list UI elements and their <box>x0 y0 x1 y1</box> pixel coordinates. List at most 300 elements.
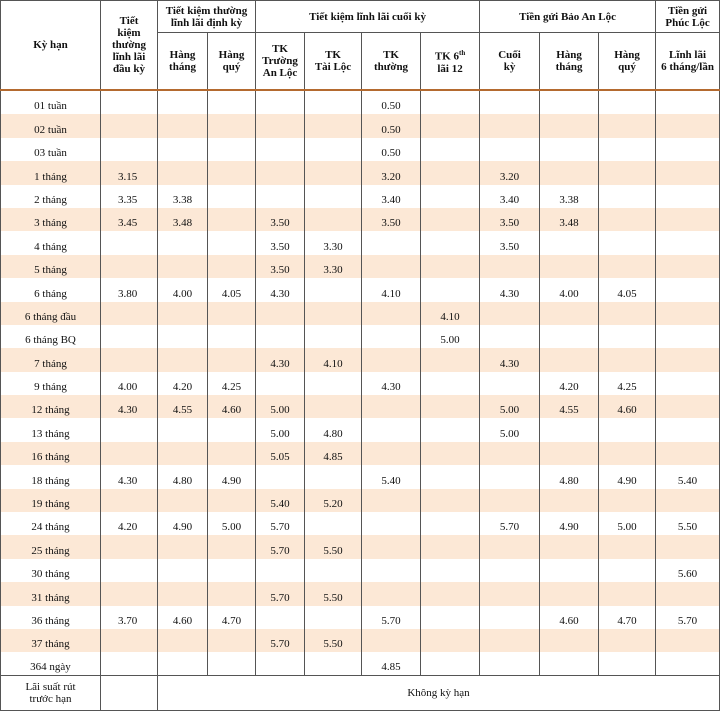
rate-cell <box>208 535 256 558</box>
rate-cell <box>256 91 305 114</box>
rate-cell <box>656 325 720 348</box>
rate-cell: 3.80 <box>101 278 158 301</box>
rate-cell: 3.15 <box>101 161 158 184</box>
header-tk-thuong: TK thường <box>362 33 421 91</box>
rate-cell <box>599 161 656 184</box>
rate-cell <box>599 582 656 605</box>
rate-cell <box>480 114 540 137</box>
rate-cell: 4.55 <box>158 395 208 418</box>
rate-cell: 4.60 <box>208 395 256 418</box>
rate-cell <box>421 418 480 441</box>
rate-cell <box>421 442 480 465</box>
rate-cell <box>101 559 158 582</box>
rate-cell: 4.90 <box>540 512 599 535</box>
table-row <box>1 208 720 231</box>
header-periodic-quarterly: Hàng quý <box>208 33 256 91</box>
rate-cell: 3.35 <box>101 185 158 208</box>
header-tk-6th-sup: th <box>458 49 466 58</box>
rate-cell <box>421 535 480 558</box>
term-cell: 4 tháng <box>1 231 101 254</box>
rate-cell <box>256 185 305 208</box>
header-group-maturity: Tiết kiệm lĩnh lãi cuối kỳ <box>256 1 480 33</box>
rate-cell <box>540 348 599 371</box>
rate-cell <box>101 489 158 512</box>
rate-cell <box>362 629 421 652</box>
rate-cell <box>599 629 656 652</box>
rate-cell: 5.40 <box>362 465 421 488</box>
rate-cell <box>480 559 540 582</box>
rate-cell <box>599 185 656 208</box>
table-row <box>1 559 720 582</box>
rate-cell: 4.05 <box>208 278 256 301</box>
rate-cell <box>158 138 208 161</box>
rate-cell <box>599 489 656 512</box>
rate-cell <box>256 302 305 325</box>
rate-cell <box>480 535 540 558</box>
rate-cell <box>101 255 158 278</box>
rate-cell: 5.05 <box>256 442 305 465</box>
rate-cell <box>256 606 305 629</box>
rate-cell <box>256 372 305 395</box>
rate-cell <box>421 114 480 137</box>
header-group-bao-an-loc: Tiền gửi Bảo An Lộc <box>480 1 656 33</box>
rate-cell: 5.00 <box>256 418 305 441</box>
term-cell: 364 ngày <box>1 652 101 675</box>
table-row <box>1 465 720 488</box>
rate-cell: 4.85 <box>305 442 362 465</box>
rate-cell: 4.10 <box>362 278 421 301</box>
rate-cell <box>656 395 720 418</box>
rate-cell <box>101 325 158 348</box>
rate-cell: 4.90 <box>599 465 656 488</box>
rate-cell <box>305 138 362 161</box>
rate-cell <box>540 559 599 582</box>
rate-cell: 4.30 <box>101 395 158 418</box>
term-cell: 1 tháng <box>1 161 101 184</box>
rate-cell <box>540 114 599 137</box>
rate-cell <box>305 114 362 137</box>
rate-cell <box>540 652 599 675</box>
rate-cell <box>656 185 720 208</box>
table-row <box>1 302 720 325</box>
rate-cell <box>158 114 208 137</box>
rate-cell <box>421 372 480 395</box>
rate-cell: 4.30 <box>362 372 421 395</box>
rate-cell: 4.90 <box>208 465 256 488</box>
rate-cell <box>256 161 305 184</box>
rate-cell <box>540 91 599 114</box>
rate-cell <box>208 161 256 184</box>
rate-cell <box>101 138 158 161</box>
rate-cell <box>540 582 599 605</box>
rate-cell: 5.50 <box>305 629 362 652</box>
rate-cell: 4.00 <box>101 372 158 395</box>
rate-cell <box>158 442 208 465</box>
rate-cell <box>208 489 256 512</box>
rate-cell <box>656 489 720 512</box>
rate-cell: 4.60 <box>158 606 208 629</box>
rate-cell <box>305 465 362 488</box>
rate-cell <box>362 325 421 348</box>
rate-cell <box>362 442 421 465</box>
header-group-phuc-loc: Tiền gửi Phúc Lộc <box>656 1 720 33</box>
rate-cell <box>158 559 208 582</box>
rate-cell <box>421 185 480 208</box>
rate-cell <box>599 231 656 254</box>
rate-cell <box>540 161 599 184</box>
rate-cell <box>362 535 421 558</box>
rate-cell: 5.00 <box>256 395 305 418</box>
rate-cell <box>158 348 208 371</box>
rate-cell <box>599 325 656 348</box>
rate-cell <box>480 372 540 395</box>
rate-cell: 3.50 <box>480 208 540 231</box>
rate-cell <box>208 325 256 348</box>
rate-cell <box>656 255 720 278</box>
rate-cell <box>656 278 720 301</box>
rate-cell <box>656 418 720 441</box>
rate-cell <box>256 465 305 488</box>
header-tk-6th-line2: lãi 12 <box>437 62 463 75</box>
table-row <box>1 231 720 254</box>
rate-cell: 3.50 <box>256 255 305 278</box>
table-row <box>1 629 720 652</box>
rate-cell <box>480 606 540 629</box>
rate-cell <box>656 582 720 605</box>
rate-cell: 5.50 <box>656 512 720 535</box>
early-withdrawal-label: Lãi suất rút trước hạn <box>1 676 101 711</box>
rate-cell <box>208 114 256 137</box>
rate-cell: 4.30 <box>256 348 305 371</box>
rate-cell <box>158 325 208 348</box>
rate-cell <box>305 395 362 418</box>
rate-cell <box>208 208 256 231</box>
term-cell: 16 tháng <box>1 442 101 465</box>
rate-cell <box>305 161 362 184</box>
term-cell: 13 tháng <box>1 418 101 441</box>
rate-cell: 4.80 <box>305 418 362 441</box>
rate-cell <box>101 535 158 558</box>
table-row <box>1 255 720 278</box>
rate-cell <box>305 208 362 231</box>
rate-cell: 4.30 <box>480 348 540 371</box>
header-periodic-monthly: Hàng tháng <box>158 33 208 91</box>
rate-cell <box>208 652 256 675</box>
rate-cell: 3.40 <box>480 185 540 208</box>
rate-cell <box>101 91 158 114</box>
rate-cell <box>421 278 480 301</box>
rate-cell: 3.30 <box>305 255 362 278</box>
rate-cell: 4.80 <box>158 465 208 488</box>
rate-cell <box>305 278 362 301</box>
rate-cell: 3.50 <box>362 208 421 231</box>
header-bao-an-loc-quarterly: Hàng quý <box>599 33 656 91</box>
rate-cell <box>599 302 656 325</box>
rate-cell <box>480 302 540 325</box>
term-cell: 25 tháng <box>1 535 101 558</box>
rate-cell: 4.05 <box>599 278 656 301</box>
rate-cell <box>256 114 305 137</box>
rate-cell <box>540 418 599 441</box>
term-cell: 2 tháng <box>1 185 101 208</box>
rate-cell <box>480 629 540 652</box>
term-cell: 6 tháng BQ <box>1 325 101 348</box>
header-group-periodic: Tiết kiệm thường lĩnh lãi định kỳ <box>158 1 256 33</box>
rate-cell <box>480 442 540 465</box>
rate-cell: 4.25 <box>599 372 656 395</box>
rate-cell: 4.20 <box>540 372 599 395</box>
table-row <box>1 535 720 558</box>
early-withdrawal-empty-cell <box>101 676 158 711</box>
rate-cell <box>208 231 256 254</box>
table-row <box>1 512 720 535</box>
table-row <box>1 348 720 371</box>
rate-cell <box>305 652 362 675</box>
rate-cell <box>101 348 158 371</box>
table-row <box>1 278 720 301</box>
rate-cell <box>362 489 421 512</box>
rate-cell <box>540 231 599 254</box>
rate-cell <box>208 442 256 465</box>
table-row <box>1 91 720 114</box>
rate-cell <box>599 442 656 465</box>
table-row <box>1 138 720 161</box>
rate-cell <box>421 91 480 114</box>
rate-cell: 3.38 <box>540 185 599 208</box>
rate-cell <box>101 629 158 652</box>
rate-cell <box>656 208 720 231</box>
term-cell: 5 tháng <box>1 255 101 278</box>
table-row <box>1 114 720 137</box>
table-row <box>1 442 720 465</box>
rate-cell <box>421 208 480 231</box>
rate-cell: 3.20 <box>362 161 421 184</box>
table-row-early-withdrawal <box>1 676 720 711</box>
rate-cell: 3.70 <box>101 606 158 629</box>
rate-cell <box>480 489 540 512</box>
rate-cell <box>305 559 362 582</box>
rate-cell <box>599 348 656 371</box>
rate-cell <box>421 161 480 184</box>
rate-cell <box>656 91 720 114</box>
rate-cell <box>656 629 720 652</box>
rate-cell: 5.60 <box>656 559 720 582</box>
rate-cell <box>158 582 208 605</box>
rate-cell: 4.20 <box>101 512 158 535</box>
rate-cell: 5.20 <box>305 489 362 512</box>
rate-cell <box>362 512 421 535</box>
rate-cell: 5.70 <box>256 535 305 558</box>
rate-cell: 3.38 <box>158 185 208 208</box>
rate-cell: 5.40 <box>656 465 720 488</box>
rate-cell <box>540 489 599 512</box>
rate-cell <box>158 255 208 278</box>
rate-cell: 5.70 <box>656 606 720 629</box>
term-cell: 30 tháng <box>1 559 101 582</box>
rate-cell <box>599 208 656 231</box>
rate-cell: 3.20 <box>480 161 540 184</box>
header-truong-an-loc: TK Trường An Lộc <box>256 33 305 91</box>
term-cell: 03 tuần <box>1 138 101 161</box>
rate-cell <box>362 231 421 254</box>
rate-cell <box>208 91 256 114</box>
rate-cell: 3.48 <box>158 208 208 231</box>
rate-cell: 4.60 <box>599 395 656 418</box>
table-row <box>1 582 720 605</box>
rate-cell: 3.40 <box>362 185 421 208</box>
term-cell: 37 tháng <box>1 629 101 652</box>
term-cell: 6 tháng đầu <box>1 302 101 325</box>
rate-cell <box>101 231 158 254</box>
rate-cell <box>599 652 656 675</box>
rate-cell <box>540 255 599 278</box>
rate-cell: 4.20 <box>158 372 208 395</box>
rate-cell: 5.50 <box>305 535 362 558</box>
rate-cell <box>599 255 656 278</box>
rate-cell <box>421 512 480 535</box>
term-cell: 24 tháng <box>1 512 101 535</box>
rate-cell <box>305 185 362 208</box>
term-cell: 18 tháng <box>1 465 101 488</box>
rate-cell: 3.50 <box>480 231 540 254</box>
table-header <box>1 1 720 92</box>
table-row <box>1 418 720 441</box>
rate-cell <box>208 418 256 441</box>
rate-cell <box>480 325 540 348</box>
rate-cell <box>656 231 720 254</box>
rate-cell: 4.90 <box>158 512 208 535</box>
rate-cell <box>421 231 480 254</box>
rate-cell <box>656 372 720 395</box>
rate-cell: 5.00 <box>421 325 480 348</box>
rate-cell <box>305 325 362 348</box>
rate-cell <box>158 302 208 325</box>
rate-cell <box>421 629 480 652</box>
rate-cell <box>540 629 599 652</box>
header-tk-6th-label: TK 6 <box>434 50 459 63</box>
rate-cell: 5.00 <box>599 512 656 535</box>
rate-cell: 5.50 <box>305 582 362 605</box>
table-row <box>1 395 720 418</box>
rate-cell <box>208 302 256 325</box>
header-tai-loc: TK Tài Lộc <box>305 33 362 91</box>
rate-cell: 5.70 <box>362 606 421 629</box>
rate-cell <box>208 348 256 371</box>
rate-cell: 3.50 <box>256 231 305 254</box>
table-row <box>1 325 720 348</box>
rate-cell <box>101 302 158 325</box>
rate-cell: 4.30 <box>480 278 540 301</box>
rate-cell: 5.40 <box>256 489 305 512</box>
rate-cell: 4.30 <box>256 278 305 301</box>
rate-cell <box>101 652 158 675</box>
term-cell: 12 tháng <box>1 395 101 418</box>
rate-cell <box>305 91 362 114</box>
early-withdrawal-value: Không kỳ hạn <box>158 676 720 711</box>
rate-cell <box>305 512 362 535</box>
rate-cell <box>540 302 599 325</box>
rate-cell <box>656 138 720 161</box>
rate-cell <box>656 535 720 558</box>
rate-cell <box>599 535 656 558</box>
rate-cell <box>421 606 480 629</box>
rate-cell <box>158 231 208 254</box>
rate-cell <box>362 559 421 582</box>
rate-cell <box>480 138 540 161</box>
rate-cell <box>208 138 256 161</box>
rate-cell <box>656 348 720 371</box>
rate-cell: 3.45 <box>101 208 158 231</box>
rate-cell <box>421 465 480 488</box>
rate-cell: 5.00 <box>480 395 540 418</box>
term-cell: 7 tháng <box>1 348 101 371</box>
table-row <box>1 185 720 208</box>
rate-cell <box>421 138 480 161</box>
rate-cell <box>208 582 256 605</box>
rate-cell <box>540 325 599 348</box>
rate-cell <box>256 559 305 582</box>
rate-cell <box>540 442 599 465</box>
rate-cell: 5.70 <box>480 512 540 535</box>
rate-cell <box>656 161 720 184</box>
rate-cell: 4.25 <box>208 372 256 395</box>
rate-cell: 4.10 <box>305 348 362 371</box>
header-bao-an-loc-maturity: Cuối kỳ <box>480 33 540 91</box>
rate-cell <box>421 652 480 675</box>
rate-cell <box>101 582 158 605</box>
rate-cell: 0.50 <box>362 114 421 137</box>
rate-cell: 3.50 <box>256 208 305 231</box>
rate-cell <box>599 138 656 161</box>
rate-cell: 5.00 <box>480 418 540 441</box>
rate-cell <box>656 652 720 675</box>
rate-cell <box>421 582 480 605</box>
table-row <box>1 606 720 629</box>
rate-cell <box>656 442 720 465</box>
rate-cell <box>158 161 208 184</box>
rate-cell: 4.85 <box>362 652 421 675</box>
rate-cell <box>305 372 362 395</box>
header-bao-an-loc-monthly: Hàng tháng <box>540 33 599 91</box>
rate-cell <box>101 442 158 465</box>
rate-cell <box>599 559 656 582</box>
rate-cell <box>101 418 158 441</box>
table-row <box>1 161 720 184</box>
term-cell: 02 tuần <box>1 114 101 137</box>
rate-cell: 4.70 <box>599 606 656 629</box>
table-body <box>1 91 720 676</box>
rate-cell <box>208 185 256 208</box>
header-term: Kỳ hạn <box>1 1 101 91</box>
rate-cell: 5.00 <box>208 512 256 535</box>
rate-cell <box>256 652 305 675</box>
rate-cell <box>599 91 656 114</box>
term-cell: 01 tuần <box>1 91 101 114</box>
term-cell: 3 tháng <box>1 208 101 231</box>
rate-cell: 4.10 <box>421 302 480 325</box>
rate-cell <box>656 302 720 325</box>
rate-cell: 4.60 <box>540 606 599 629</box>
rate-cell <box>208 255 256 278</box>
rate-cell <box>480 91 540 114</box>
rate-cell <box>158 535 208 558</box>
rate-cell: 5.70 <box>256 629 305 652</box>
rate-cell <box>480 465 540 488</box>
rate-cell <box>256 325 305 348</box>
rate-cell <box>362 302 421 325</box>
rate-cell <box>480 255 540 278</box>
rate-cell <box>540 535 599 558</box>
